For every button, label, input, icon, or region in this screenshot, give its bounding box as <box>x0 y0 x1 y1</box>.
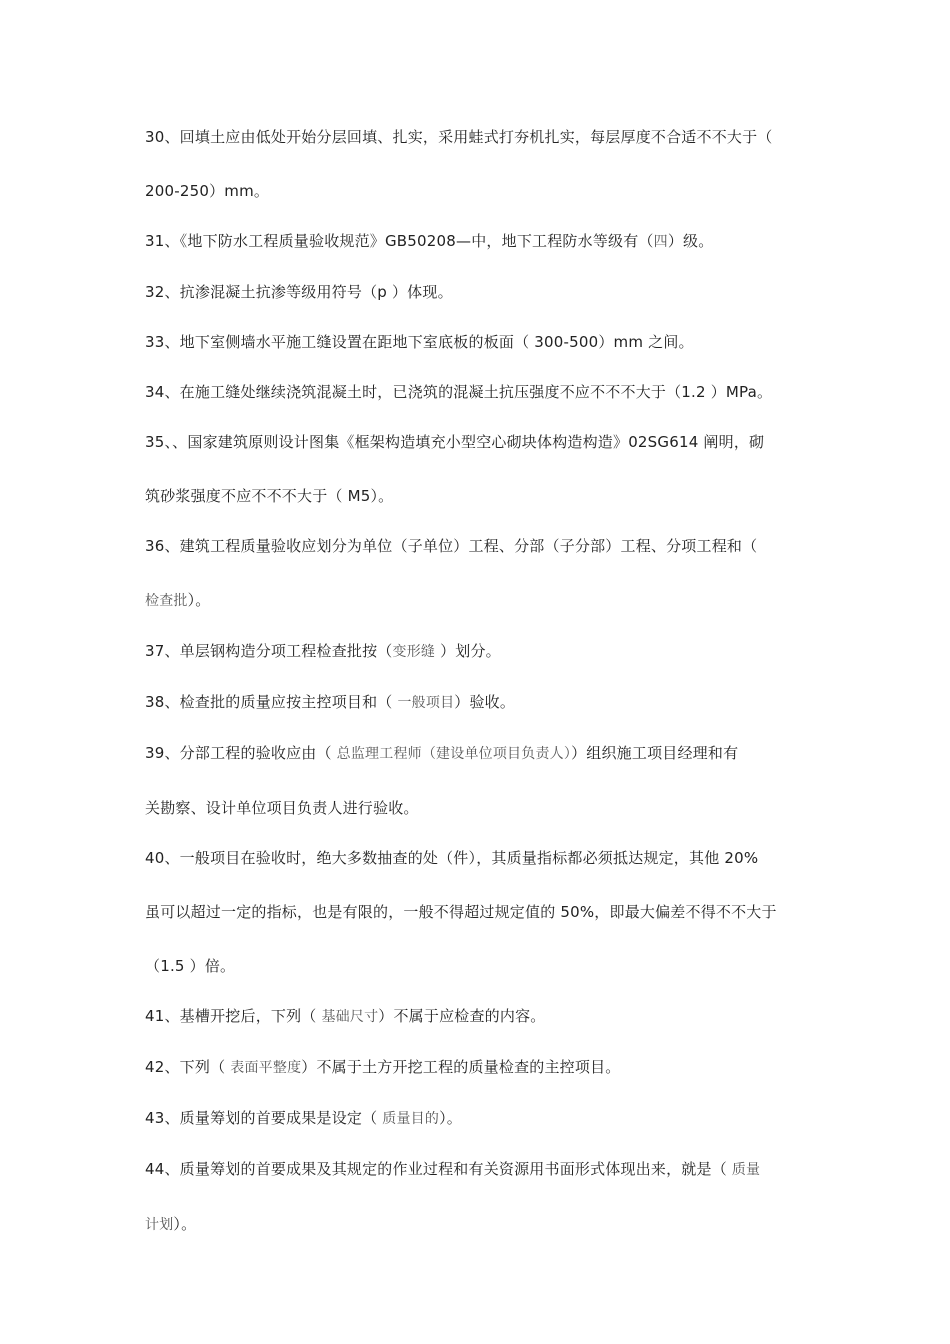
q33: 33、地下室侧墙水平施工缝设置在距地下室底板的板面（ 300-500）mm 之间。 <box>145 333 694 351</box>
answer: 表面平整度 <box>230 1060 302 1076</box>
q30-line2: 200-250）mm。 <box>145 182 270 200</box>
q36-line2: 检查批）。 <box>145 591 211 609</box>
answer: 计划 <box>145 1217 174 1233</box>
answer: 检查批 <box>145 593 188 609</box>
q40-line1: 40、一般项目在验收时，绝大多数抽查的处（件），其质量指标都必须抵达规定，其他 20% <box>145 849 759 867</box>
q36-line1: 36、建筑工程质量验收应划分为单位（子单位）工程、分部（子分部）工程、分项工程和（ <box>145 537 758 555</box>
q42: 42、下列（ 表面平整度）不属于土方开挖工程的质量检查的主控项目。 <box>145 1058 621 1076</box>
q32: 32、抗渗混凝土抗渗等级用符号（p ）体现。 <box>145 283 453 301</box>
q30-line1: 30、回填土应由低处开始分层回填、扎实，采用蛙式打夯机扎实，每层厚度不合适不不大于（ <box>145 128 773 146</box>
answer: 质量 <box>731 1162 761 1178</box>
q37: 37、单层钢构造分项工程检查批按（变形缝 ）划分。 <box>145 642 501 660</box>
q34: 34、在施工缝处继续浇筑混凝土时，已浇筑的混凝土抗压强度不应不不不大于（1.2 ）MPa。 <box>145 383 773 401</box>
q38: 38、检查批的质量应按主控项目和（ 一般项目）验收。 <box>145 693 516 711</box>
q35-line1: 35、、国家建筑原则设计图集《框架构造填充小型空心砌块体构造构造》02SG614 阐明，砌 <box>145 433 765 451</box>
answer: 总监理工程师（建设单位项目负责人） <box>336 746 572 762</box>
q40-line3: （1.5 ）倍。 <box>145 957 236 975</box>
q43: 43、质量筹划的首要成果是设定（ 质量目的）。 <box>145 1109 462 1127</box>
q44-line2: 计划）。 <box>145 1215 197 1233</box>
question-list <box>145 124 810 1238</box>
q39-line2: 关勘察、设计单位项目负责人进行验收。 <box>145 799 419 817</box>
q44-line1: 44、质量筹划的首要成果及其规定的作业过程和有关资源用书面形式体现出来，就是（ 质量 <box>145 1160 761 1178</box>
q31: 31、《地下防水工程质量验收规范》GB50208—中，地下工程防水等级有（四）级。 <box>145 232 714 250</box>
answer: 四 <box>653 234 668 250</box>
q39-line1: 39、分部工程的验收应由（ 总监理工程师（建设单位项目负责人））组织施工项目经理和有 <box>145 744 739 762</box>
answer: 质量目的 <box>382 1111 440 1127</box>
q35-line2: 筑砂浆强度不应不不不大于（ M5）。 <box>145 487 394 505</box>
answer: 一般项目 <box>397 695 455 711</box>
answer: 基础尺寸 <box>321 1009 379 1025</box>
q41: 41、基槽开挖后，下列（ 基础尺寸）不属于应检查的内容。 <box>145 1007 546 1025</box>
answer: 变形缝 <box>392 644 436 660</box>
q40-line2: 虽可以超过一定的指标，也是有限的，一般不得超过规定值的 50%，即最大偏差不得不不大于 <box>145 903 777 921</box>
